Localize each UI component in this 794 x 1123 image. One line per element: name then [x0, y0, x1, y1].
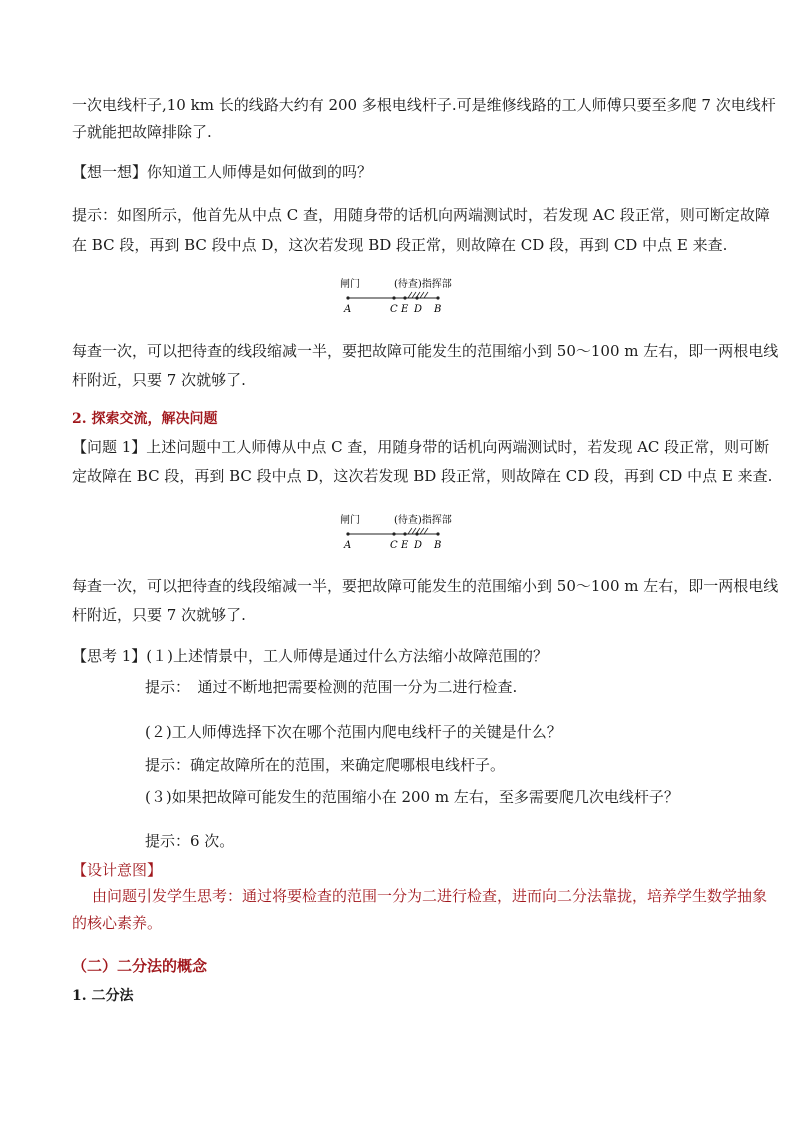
- segment-diagram-1: [330, 274, 470, 320]
- diagram-right-label: (待查)指挥部: [394, 279, 452, 290]
- point2-e-dot: [403, 532, 406, 535]
- point-e-label: E: [401, 304, 409, 315]
- segment-diagram-2: [330, 510, 470, 556]
- hint-line-1: 提示：如图所示，他首先从中点 C 查，用随身带的话机向两端测试时，若发现 AC 段正常，则可断定故障: [72, 206, 770, 224]
- design-intent-line-1: 由问题引发学生思考：通过将要检查的范围一分为二进行检查，进而向二分法靠拢，培养学生数学抽象: [92, 887, 768, 905]
- reflect-answer-1: 提示： 通过不断地把需要检测的范围一分为二进行检查.: [145, 678, 518, 696]
- point2-c-dot: [392, 532, 395, 535]
- diagram-left-label: 闸门: [340, 279, 360, 290]
- hint-line-2: 在 BC 段，再到 BC 段中点 D，这次若发现 BD 段正常，则故障在 CD 段，再到 CD 中点 E 来查.: [72, 236, 728, 254]
- point2-e-label: E: [401, 540, 409, 551]
- para2-line-1: 每查一次，可以把待查的线段缩减一半，要把故障可能发生的范围缩小到 50～100 m 左右，即一两根电线: [72, 577, 779, 595]
- para1-line-2: 杆附近，只要 7 次就够了.: [72, 371, 246, 389]
- point-b-label: B: [434, 304, 442, 315]
- para1-line-1: 每查一次，可以把待查的线段缩减一半，要把故障可能发生的范围缩小到 50～100 m 左右，即一两根电线: [72, 342, 779, 360]
- point2-b-dot: [436, 532, 439, 535]
- diagram2-left-label: 闸门: [340, 515, 360, 526]
- section-2-heading: 2. 探索交流，解决问题: [72, 411, 218, 427]
- concept-section-heading: （二）二分法的概念: [72, 957, 208, 975]
- point-a-label: A: [344, 304, 352, 315]
- point-d-label: D: [414, 304, 423, 315]
- reflect-answer-2: 提示：确定故障所在的范围，来确定爬哪根电线杆子。: [145, 756, 506, 774]
- point2-a-label: A: [344, 540, 352, 551]
- point2-d-dot: [415, 532, 418, 535]
- point-a-dot: [346, 296, 349, 299]
- question1-line-2: 定故障在 BC 段，再到 BC 段中点 D，这次若发现 BD 段正常，则故障在 CD 段，再到 CD 中点 E 来查.: [72, 467, 773, 485]
- design-intent-line-2: 的核心素养。: [72, 914, 163, 932]
- point2-b-label: B: [434, 540, 442, 551]
- point-c-label: C: [390, 304, 398, 315]
- point-d-dot: [415, 296, 418, 299]
- reflect-question-3: (３)如果把故障可能发生的范围缩小在 200 m 左右，至多需要爬几次电线杆子？: [145, 788, 679, 806]
- point-b-dot: [436, 296, 439, 299]
- para2-line-2: 杆附近，只要 7 次就够了.: [72, 606, 246, 624]
- reflect-question-1: 【思考 1】(１)上述情景中，工人师傅是通过什么方法缩小故障范围的？: [72, 647, 549, 665]
- point-e-dot: [403, 296, 406, 299]
- reflect-question-2: (２)工人师傅选择下次在哪个范围内爬电线杆子的关键是什么？: [145, 723, 562, 741]
- point2-d-label: D: [414, 540, 423, 551]
- reflect-answer-3: 提示：6 次。: [145, 832, 235, 850]
- question1-line-1: 【问题 1】上述问题中工人师傅从中点 C 查，用随身带的话机向两端测试时，若发现 AC 段正常，则可断: [72, 438, 770, 456]
- think-prompt: 【想一想】你知道工人师傅是如何做到的吗？: [72, 163, 373, 181]
- bisection-subheading: 1. 二分法: [72, 988, 134, 1004]
- point-c-dot: [392, 296, 395, 299]
- point2-c-label: C: [390, 540, 398, 551]
- diagram2-right-label: (待查)指挥部: [394, 515, 452, 526]
- intro-line-2: 子就能把故障排除了.: [72, 123, 212, 141]
- point2-a-dot: [346, 532, 349, 535]
- intro-line-1: 一次电线杆子,10 km 长的线路大约有 200 多根电线杆子.可是维修线路的工人师傅只要至多爬 7 次电线杆: [72, 96, 776, 114]
- design-intent-heading: 【设计意图】: [72, 861, 163, 879]
